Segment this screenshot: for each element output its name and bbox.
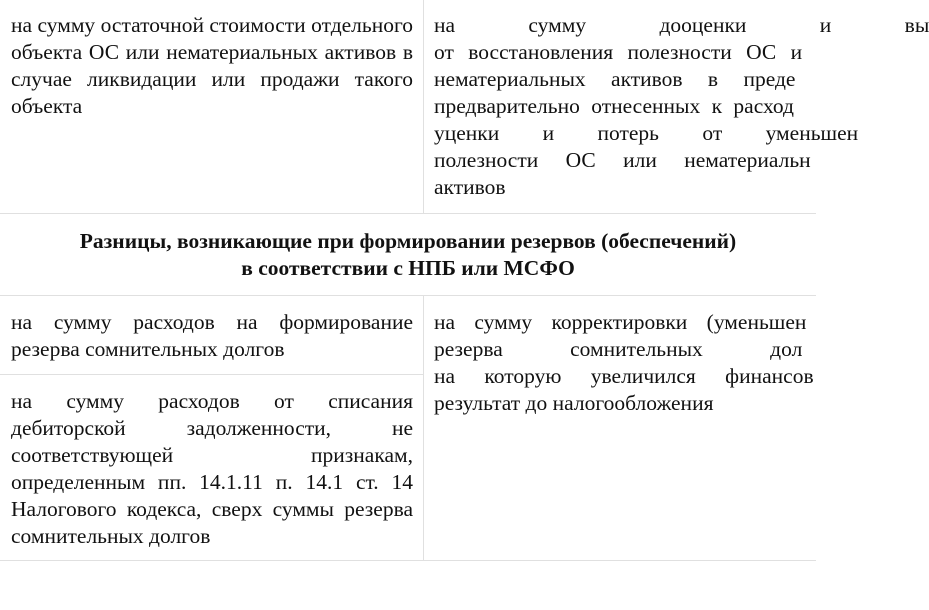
divider-horizontal-3 [0, 374, 423, 375]
row1-right-line: на сумму дооценки и вы [434, 13, 929, 37]
row3-right-cell [434, 309, 816, 417]
row1-right-line: полезности ОС или нематериальн [434, 148, 811, 172]
row1-left-cell: на сумму остаточной стоимости отдельного объекта ОС или нематериальных активов в случае ликвидации или продажи такого объекта [11, 13, 413, 118]
row3-right-line: резерва сомнительных дол [434, 337, 803, 361]
row1-right-line: нематериальных активов в преде [434, 67, 796, 91]
divider-horizontal-4 [0, 560, 816, 561]
divider-vertical-bottom [423, 295, 424, 560]
row1-right-line: активов [434, 175, 506, 199]
divider-horizontal-2 [0, 295, 816, 296]
section-heading-line2: в соответствии с НПБ или МСФО [241, 256, 575, 280]
divider-horizontal-1 [0, 213, 816, 214]
row3-left-cell: на сумму расходов на формирование резерва сомнительных долгов [11, 310, 413, 361]
row1-right-line: предварительно отнесенных к расход [434, 94, 794, 118]
section-heading [0, 228, 816, 282]
row1-right-line: уценки и потерь от уменьшен [434, 121, 859, 145]
row1-right-cell [434, 12, 929, 201]
divider-vertical-top [423, 0, 424, 214]
row4-left-cell: на сумму расходов от списания дебиторской задолженности, не соответствующей признакам, определенным пп. 14.1.11 п. 14.1 ст. 14 Налогового кодекса, сверх суммы резерва сомнительных долгов [11, 389, 413, 548]
section-heading-line1: Разницы, возникающие при формировании резервов (обеспечений) [79, 229, 737, 253]
row3-right-line: на которую увеличился финансов [434, 364, 814, 388]
row3-right-line: на сумму корректировки (уменьшен [434, 310, 807, 334]
row1-right-line: от восстановления полезности ОС и [434, 40, 803, 64]
row3-right-line: результат до налогообложения [434, 391, 714, 415]
